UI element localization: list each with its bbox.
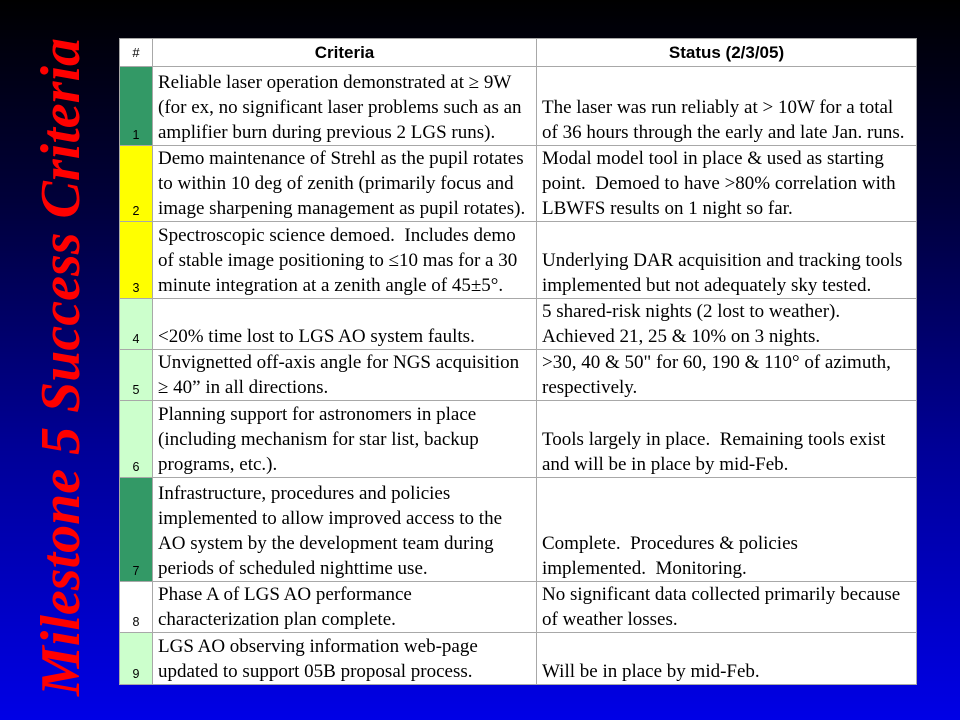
- table-row: [120, 67, 917, 146]
- row-number: 7: [120, 478, 153, 582]
- row-number: 4: [120, 299, 153, 350]
- row-number: 5: [120, 350, 153, 401]
- status-cell: Will be in place by mid-Feb.: [537, 633, 917, 685]
- status-cell: 5 shared-risk nights (2 lost to weather). Achieved 21, 25 & 10% on 3 nights.: [537, 299, 917, 350]
- table-row: [120, 350, 917, 401]
- criteria-cell: LGS AO observing information web-page updated to support 05B proposal process.: [153, 633, 537, 685]
- status-cell: Modal model tool in place & used as starting point. Demoed to have >80% correlation with LBWFS results on 1 night so far.: [537, 146, 917, 222]
- table-row: [120, 478, 917, 582]
- row-number: 3: [120, 222, 153, 299]
- status-cell: The laser was run reliably at > 10W for a total of 36 hours through the early and late Jan. runs.: [537, 67, 917, 146]
- status-cell: No significant data collected primarily because of weather losses.: [537, 582, 917, 633]
- header-status: Status (2/3/05): [537, 39, 917, 67]
- criteria-cell: Spectroscopic science demoed. Includes demo of stable image positioning to ≤10 mas for a 30 minute integration at a zenith angle of 45±5°.: [153, 222, 537, 299]
- row-number: 6: [120, 401, 153, 478]
- status-cell: >30, 40 & 50" for 60, 190 & 110° of azimuth, respectively.: [537, 350, 917, 401]
- slide-title: Milestone 5 Success Criteria: [30, 37, 92, 697]
- row-number: 8: [120, 582, 153, 633]
- criteria-table: [119, 38, 917, 685]
- table-row: [120, 146, 917, 222]
- criteria-cell: Infrastructure, procedures and policies implemented to allow improved access to the AO system by the development team during periods of scheduled nighttime use.: [153, 478, 537, 582]
- row-number: 2: [120, 146, 153, 222]
- table-row: [120, 299, 917, 350]
- status-cell: Tools largely in place. Remaining tools exist and will be in place by mid-Feb.: [537, 401, 917, 478]
- row-number: 9: [120, 633, 153, 685]
- criteria-cell: Reliable laser operation demonstrated at ≥ 9W (for ex, no significant laser problems such as an amplifier burn during previous 2 LGS runs).: [153, 67, 537, 146]
- status-cell: Underlying DAR acquisition and tracking tools implemented but not adequately sky tested.: [537, 222, 917, 299]
- header-criteria: Criteria: [153, 39, 537, 67]
- status-cell: Complete. Procedures & policies implemented. Monitoring.: [537, 478, 917, 582]
- criteria-cell: Phase A of LGS AO performance characterization plan complete.: [153, 582, 537, 633]
- header-number: #: [120, 39, 153, 67]
- criteria-cell: Planning support for astronomers in place (including mechanism for star list, backup programs, etc.).: [153, 401, 537, 478]
- row-number: 1: [120, 67, 153, 146]
- table-header-row: [120, 39, 917, 67]
- table-row: [120, 633, 917, 685]
- criteria-cell: Unvignetted off-axis angle for NGS acquisition ≥ 40” in all directions.: [153, 350, 537, 401]
- criteria-cell: Demo maintenance of Strehl as the pupil rotates to within 10 deg of zenith (primarily focus and image sharpening management as pupil rotates).: [153, 146, 537, 222]
- table-row: [120, 401, 917, 478]
- table-row: [120, 582, 917, 633]
- criteria-cell: <20% time lost to LGS AO system faults.: [153, 299, 537, 350]
- table-row: [120, 222, 917, 299]
